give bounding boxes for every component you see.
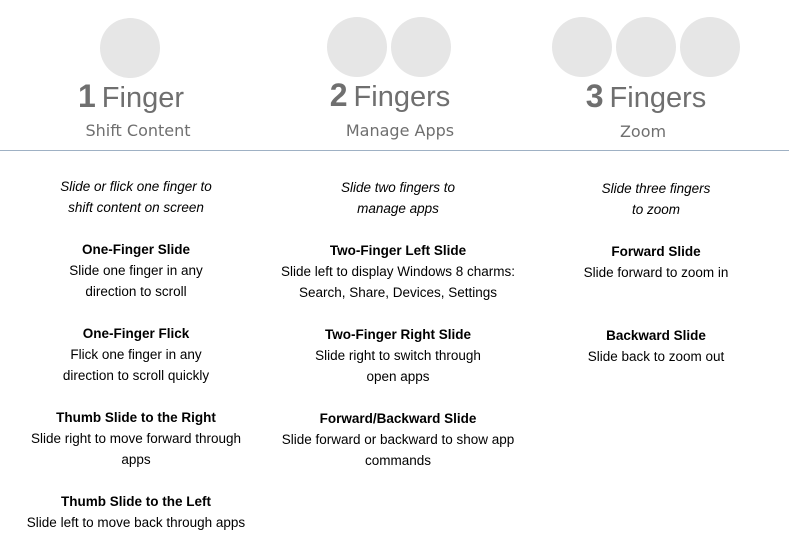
gesture-desc-line: Slide left to move back through apps bbox=[26, 515, 246, 530]
gesture-desc-line: open apps bbox=[366, 369, 430, 384]
gesture-title: Backward Slide bbox=[606, 328, 706, 343]
gesture-item bbox=[262, 408, 534, 471]
gesture-desc-line: Slide forward to zoom in bbox=[583, 265, 729, 280]
column-1-instructions bbox=[0, 176, 272, 533]
gesture-item bbox=[0, 491, 272, 533]
column-2-subtitle: Manage Apps bbox=[345, 121, 455, 140]
column-1-subtitle: Shift Content bbox=[85, 121, 191, 140]
intro-line: Slide three fingers bbox=[601, 181, 711, 196]
gesture-item bbox=[262, 324, 534, 408]
finger-count: 3 bbox=[585, 78, 604, 114]
finger-count: 2 bbox=[329, 77, 348, 113]
finger-circle-icon bbox=[327, 17, 387, 77]
column-2-heading bbox=[290, 77, 490, 114]
gesture-title: Two-Finger Left Slide bbox=[329, 243, 467, 258]
gesture-title: One-Finger Flick bbox=[82, 326, 190, 341]
gesture-item bbox=[520, 325, 789, 367]
finger-circle-icon bbox=[616, 17, 676, 77]
column-intro bbox=[520, 178, 789, 241]
column-2-instructions bbox=[262, 177, 534, 471]
finger-circle-icon bbox=[100, 18, 160, 78]
finger-circle-icon bbox=[552, 17, 612, 77]
column-3-instructions bbox=[520, 178, 789, 367]
header-divider bbox=[0, 150, 789, 151]
intro-line: shift content on screen bbox=[68, 200, 204, 215]
gesture-desc-line: commands bbox=[364, 453, 432, 468]
gesture-title: Forward Slide bbox=[611, 244, 701, 259]
gesture-item bbox=[262, 240, 534, 324]
gesture-desc-line: Slide right to move forward through bbox=[30, 431, 242, 446]
column-intro bbox=[0, 176, 272, 239]
column-intro bbox=[262, 177, 534, 240]
finger-circle-icon bbox=[680, 17, 740, 77]
finger-word: Fingers bbox=[609, 82, 707, 114]
intro-line: Slide or flick one finger to bbox=[60, 179, 212, 194]
intro-line: Slide two fingers to bbox=[340, 180, 456, 195]
gesture-desc-line: Slide one finger in any bbox=[69, 263, 203, 278]
gesture-title: Thumb Slide to the Right bbox=[56, 410, 216, 425]
gesture-desc-line: Slide back to zoom out bbox=[587, 349, 725, 364]
gesture-desc-line: direction to scroll quickly bbox=[62, 368, 210, 383]
gesture-desc-line: Search, Share, Devices, Settings bbox=[298, 285, 498, 300]
gesture-desc-line: Slide forward or backward to show app bbox=[281, 432, 515, 447]
finger-count: 1 bbox=[78, 78, 96, 114]
gesture-desc-line: direction to scroll bbox=[85, 284, 187, 299]
finger-word: Fingers bbox=[353, 81, 451, 113]
column-3-heading bbox=[546, 78, 746, 115]
finger-word: Finger bbox=[101, 82, 184, 114]
gesture-item bbox=[0, 323, 272, 407]
gesture-desc-line: Flick one finger in any bbox=[70, 347, 202, 362]
gesture-title: Thumb Slide to the Left bbox=[61, 494, 211, 509]
gesture-title: One-Finger Slide bbox=[81, 242, 190, 257]
gesture-desc-line: Slide right to switch through bbox=[315, 348, 481, 363]
finger-circle-icon bbox=[391, 17, 451, 77]
gesture-item bbox=[0, 239, 272, 323]
gesture-item bbox=[520, 241, 789, 325]
intro-line: manage apps bbox=[357, 201, 439, 216]
intro-line: to zoom bbox=[631, 202, 681, 217]
gesture-title: Forward/Backward Slide bbox=[319, 411, 477, 426]
gesture-desc-line: Slide left to display Windows 8 charms: bbox=[280, 264, 516, 279]
column-3-subtitle: Zoom bbox=[619, 122, 667, 141]
gesture-item bbox=[0, 407, 272, 491]
gesture-title: Two-Finger Right Slide bbox=[325, 327, 471, 342]
gesture-desc-line: apps bbox=[121, 452, 151, 467]
column-1-heading bbox=[31, 78, 231, 115]
